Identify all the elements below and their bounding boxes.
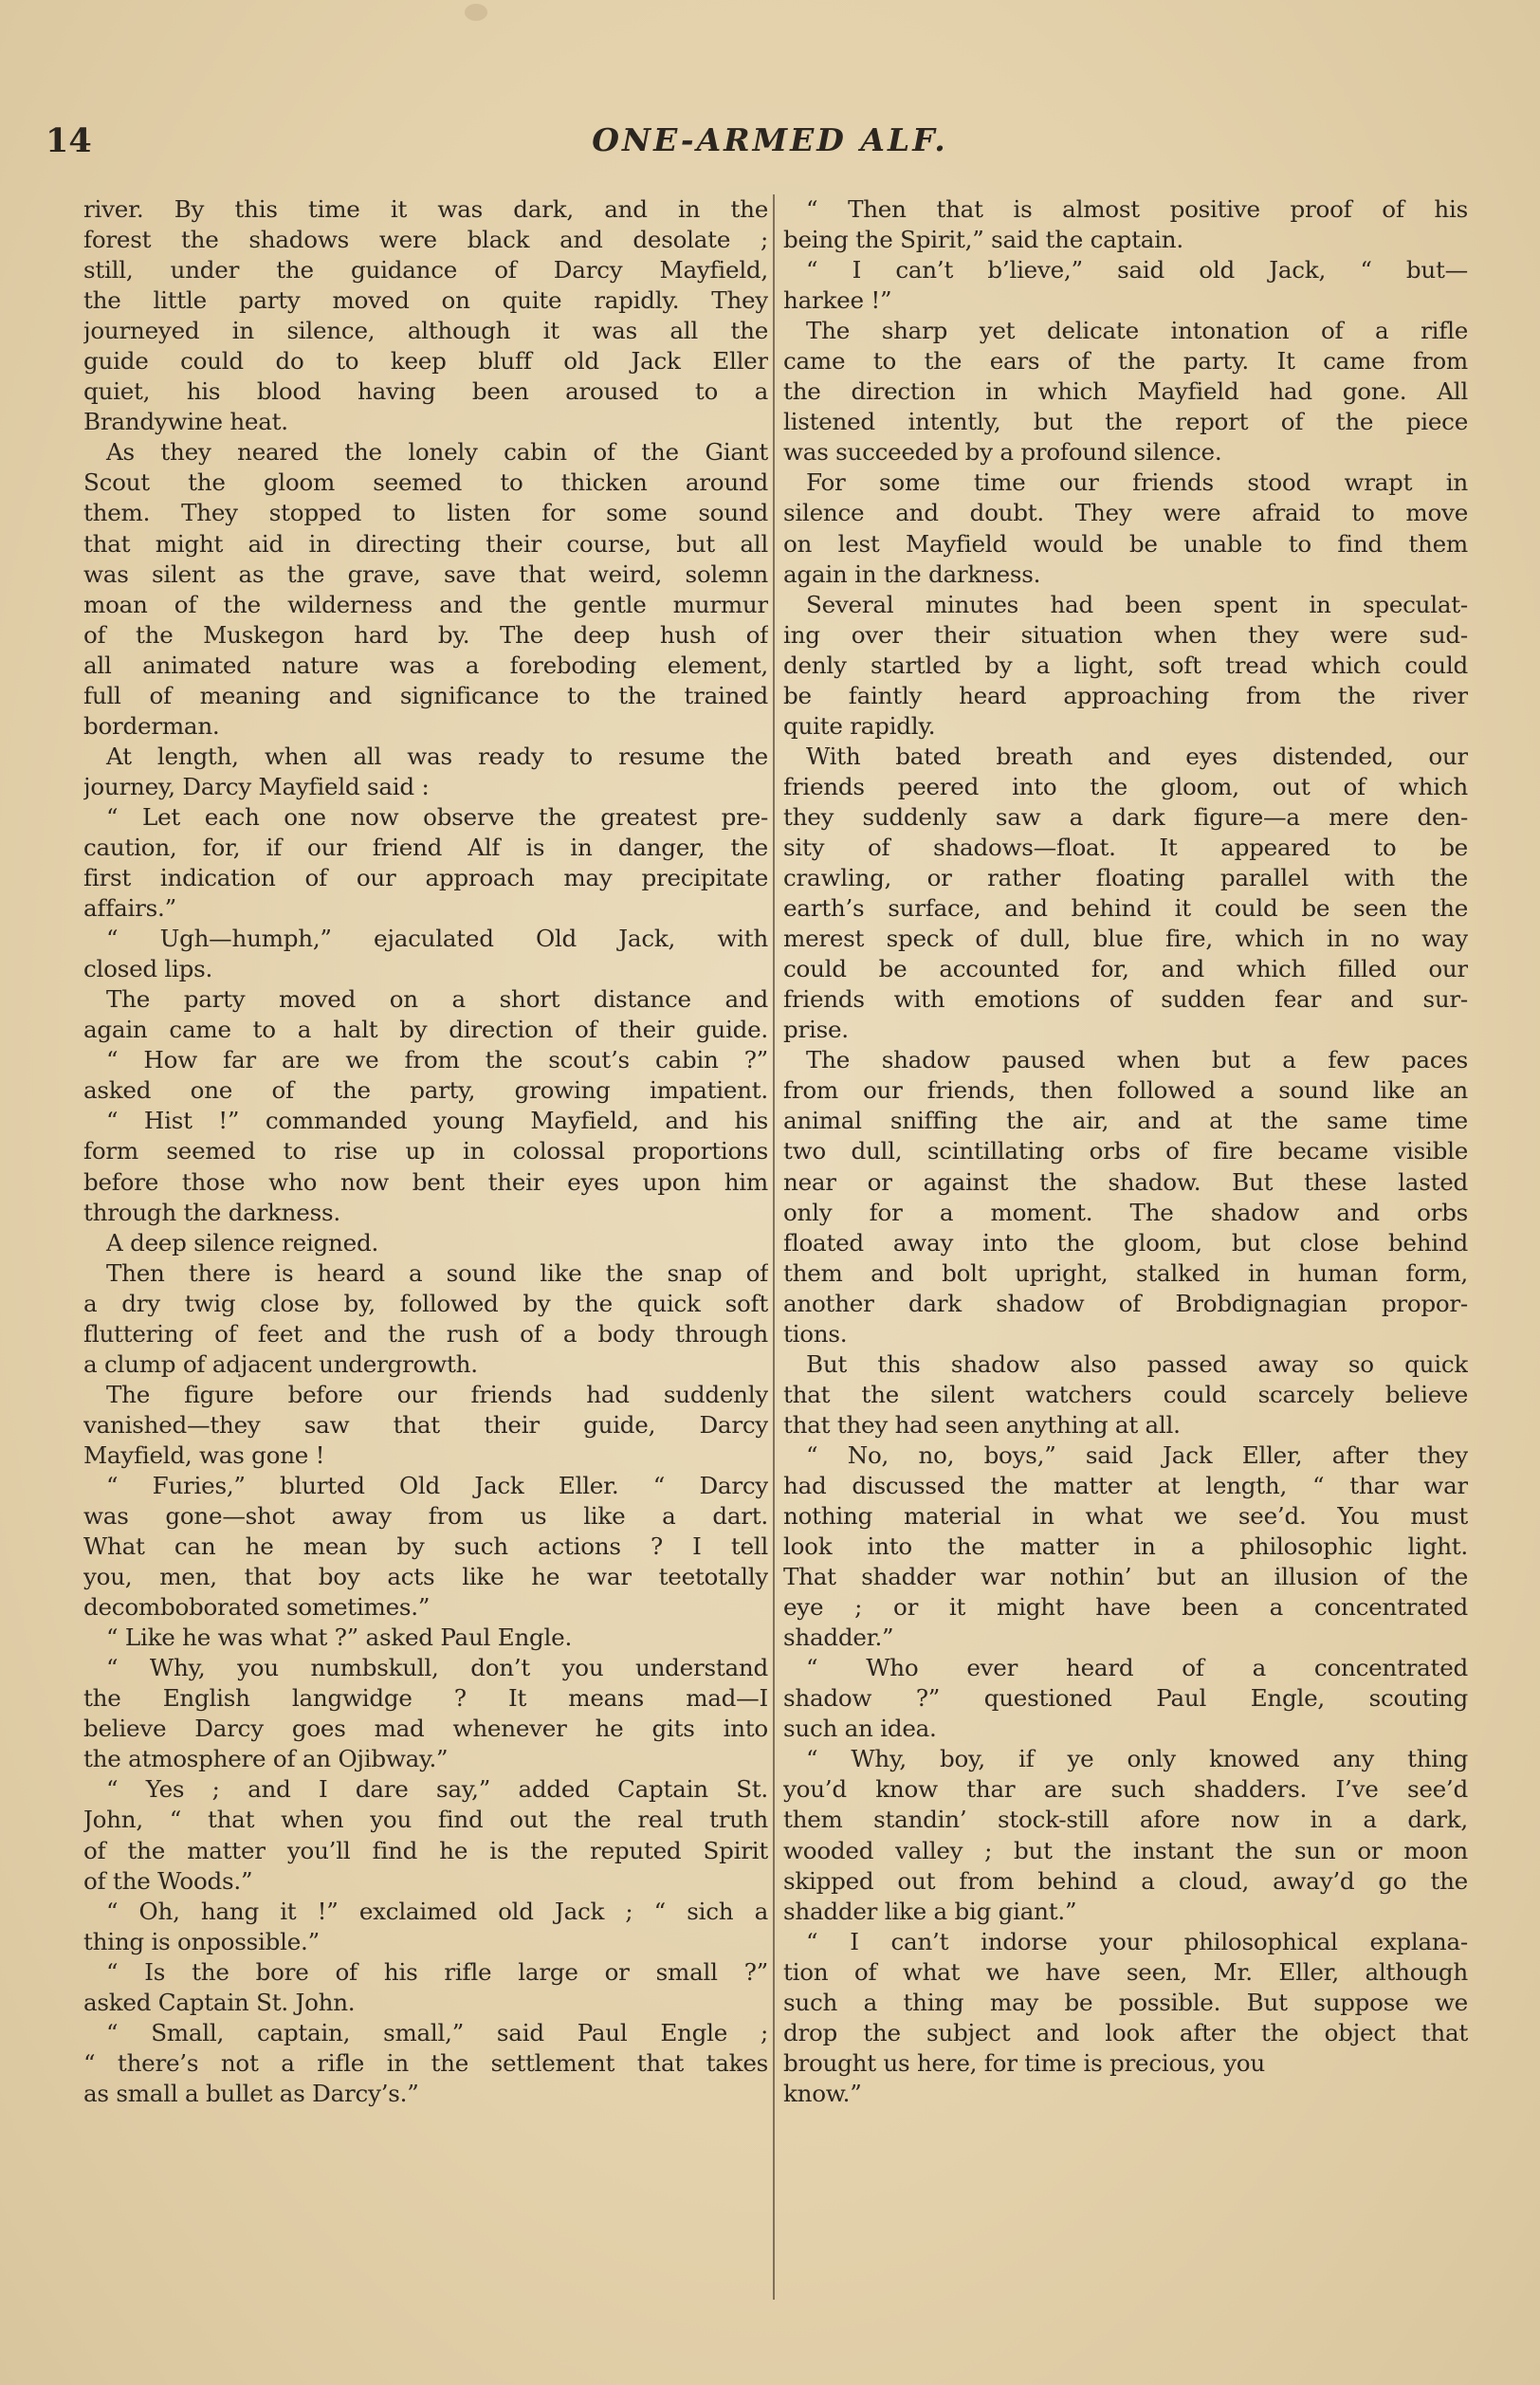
text-line: eye ; or it might have been a concentrated [783, 1593, 1468, 1622]
text-line: you’d know thar are such shadders. I’ve see’d [783, 1775, 1468, 1804]
text-line: again came to a halt by direction of their guide. [83, 1016, 768, 1044]
page-number: 14 [46, 121, 92, 160]
text-line: of the matter you’ll find he is the reputed Spirit [83, 1836, 768, 1864]
text-line: was silent as the grave, save that weird, solemn [83, 560, 768, 588]
text-line: could be accounted for, and which filled our [783, 955, 1468, 983]
text-line: “ Ugh—humph,” ejaculated Old Jack, with [106, 925, 768, 953]
text-line: With bated breath and eyes distended, our [806, 742, 1468, 770]
text-line: drop the subject and look after the object that [783, 2018, 1468, 2046]
text-line: that they had seen anything at all. [783, 1410, 1181, 1439]
text-line: thing is onpossible.” [83, 1927, 320, 1955]
text-line: asked one of the party, growing impatient. [83, 1076, 768, 1105]
text-line: the English langwidge ? It means mad—I [83, 1684, 768, 1713]
text-line: the atmosphere of an Ojibway.” [83, 1745, 449, 1773]
text-line: John, “ that when you find out the real truth [83, 1806, 768, 1834]
text-line: denly startled by a light, soft tread which could [783, 651, 1468, 679]
text-line: shadow ?” questioned Paul Engle, scouting [783, 1684, 1468, 1713]
text-line: “ Oh, hang it !” exclaimed old Jack ; “ sich a [106, 1897, 768, 1925]
text-line: The figure before our friends had suddenly [106, 1380, 768, 1408]
text-line: But this shadow also passed away so quick [806, 1349, 1468, 1378]
right-column [783, 194, 1468, 2109]
text-line: quite rapidly. [783, 711, 936, 740]
text-line: the little party moved on quite rapidly. They [83, 286, 768, 315]
text-line: Brandywine heat. [83, 408, 288, 436]
text-line: “ Furies,” blurted Old Jack Eller. “ Darcy [106, 1471, 768, 1499]
text-line: look into the matter in a philosophic light. [783, 1532, 1468, 1561]
text-line: “ Then that is almost positive proof of his [806, 195, 1468, 223]
text-line: journey, Darcy Mayfield said : [83, 772, 430, 800]
text-line: “ Like he was what ?” asked Paul Engle. [106, 1624, 573, 1652]
text-line: through the darkness. [83, 1198, 340, 1226]
text-line: that the silent watchers could scarcely believe [783, 1380, 1468, 1408]
text-line: Then there is heard a sound like the snap of [106, 1258, 768, 1287]
text-line: another dark shadow of Brobdignagian propor- [783, 1289, 1468, 1317]
text-line: wooded valley ; but the instant the sun or moon [783, 1836, 1468, 1864]
text-line: you, men, that boy acts like he war teetotally [83, 1563, 768, 1591]
text-line: was succeeded by a profound silence. [783, 438, 1222, 467]
text-line: such a thing may be possible. But suppose we [783, 1988, 1468, 2016]
text-line: before those who now bent their eyes upon him [83, 1167, 768, 1196]
text-line: “ I can’t b’lieve,” said old Jack, “ but— [806, 256, 1468, 284]
text-line: “ Why, you numbskull, don’t you understand [106, 1654, 768, 1682]
paper-stain [465, 4, 487, 21]
text-line: ing over their situation when they were sud- [783, 620, 1468, 649]
left-column [83, 194, 768, 2109]
text-line: as small a bullet as Darcy’s.” [83, 2079, 419, 2107]
text-line: forest the shadows were black and desolate ; [83, 226, 768, 254]
text-line: For some time our friends stood wrapt in [806, 468, 1468, 497]
text-line: them standin’ stock-still afore now in a dark, [783, 1806, 1468, 1834]
text-line: caution, for, if our friend Alf is in danger, the [83, 833, 768, 861]
text-line: a dry twig close by, followed by the quick soft [83, 1289, 768, 1317]
text-line: nothing material in what we see’d. You must [783, 1502, 1468, 1531]
text-line: had discussed the matter at length, “ thar war [783, 1471, 1468, 1499]
text-line: affairs.” [83, 894, 176, 923]
text-line: near or against the shadow. But these lasted [783, 1167, 1468, 1196]
text-line: “ Why, boy, if ye only knowed any thing [806, 1745, 1468, 1773]
text-line: merest speck of dull, blue fire, which in no way [783, 925, 1468, 953]
text-line: brought us here, for time is precious, you [783, 2048, 1265, 2077]
running-title: ONE-ARMED ALF. [592, 121, 948, 158]
text-line: The party moved on a short distance and [106, 985, 768, 1014]
text-line: tion of what we have seen, Mr. Eller, although [783, 1957, 1468, 1986]
text-line: such an idea. [783, 1715, 937, 1743]
text-line: “ How far are we from the scout’s cabin ?” [106, 1046, 768, 1074]
text-line: The sharp yet delicate intonation of a rifle [806, 317, 1468, 345]
text-line: moan of the wilderness and the gentle murmur [83, 590, 768, 618]
text-line: The shadow paused when but a few paces [806, 1046, 1468, 1074]
text-line: crawling, or rather floating parallel with the [783, 864, 1468, 892]
text-line: sity of shadows—float. It appeared to be [783, 833, 1468, 861]
text-line: “ I can’t indorse your philosophical explana- [806, 1927, 1468, 1955]
text-line: know.” [783, 2079, 862, 2107]
text-line: journeyed in silence, although it was all the [83, 317, 768, 345]
text-line: Scout the gloom seemed to thicken around [83, 468, 768, 497]
text-line: was gone—shot away from us like a dart. [83, 1502, 768, 1531]
text-line: that might aid in directing their course, but all [83, 529, 768, 558]
text-line: river. By this time it was dark, and in the [83, 195, 768, 223]
text-line: quiet, his blood having been aroused to a [83, 377, 768, 406]
text-line: of the Woods.” [83, 1866, 253, 1895]
text-line: them and bolt upright, stalked in human form, [783, 1258, 1468, 1287]
text-line: be faintly heard approaching from the river [783, 681, 1468, 709]
text-line: on lest Mayfield would be unable to find them [783, 529, 1468, 558]
text-line: “ there’s not a rifle in the settlement that takes [83, 2048, 768, 2077]
text-line: “ No, no, boys,” said Jack Eller, after they [806, 1440, 1468, 1469]
text-line: shadder.” [783, 1624, 894, 1652]
text-line: full of meaning and significance to the trained [83, 681, 768, 709]
text-line: prise. [783, 1016, 849, 1044]
text-line: floated away into the gloom, but close behind [783, 1228, 1468, 1257]
text-line: only for a moment. The shadow and orbs [783, 1198, 1468, 1226]
text-line: the direction in which Mayfield had gone. All [783, 377, 1468, 406]
text-line: “ Small, captain, small,” said Paul Engle ; [106, 2018, 768, 2046]
text-line: guide could do to keep bluff old Jack Eller [83, 347, 768, 376]
text-line: “ Let each one now observe the greatest pre- [106, 802, 768, 831]
column-divider [773, 194, 775, 2300]
text-line: “ Is the bore of his rifle large or small ?” [106, 1957, 768, 1986]
text-line: asked Captain St. John. [83, 1988, 356, 2016]
text-line: silence and doubt. They were afraid to move [783, 499, 1468, 527]
text-line: a clump of adjacent undergrowth. [83, 1349, 478, 1378]
text-line: What can he mean by such actions ? I tell [83, 1532, 768, 1561]
text-line: all animated nature was a foreboding element, [83, 651, 768, 679]
text-line: friends with emotions of sudden fear and sur- [783, 985, 1468, 1014]
text-line: form seemed to rise up in colossal proportions [83, 1137, 768, 1165]
text-line: believe Darcy goes mad whenever he gits into [83, 1715, 768, 1743]
text-line: closed lips. [83, 955, 213, 983]
text-line: again in the darkness. [783, 560, 1041, 588]
text-line: tions. [783, 1319, 848, 1348]
text-line: Mayfield, was gone ! [83, 1440, 325, 1469]
text-line: “ Yes ; and I dare say,” added Captain St. [106, 1775, 768, 1804]
text-line: friends peered into the gloom, out of which [783, 772, 1468, 800]
text-line: Several minutes had been spent in speculat- [806, 590, 1468, 618]
text-line: still, under the guidance of Darcy Mayfield, [83, 256, 768, 284]
text-line: came to the ears of the party. It came from [783, 347, 1468, 376]
text-line: harkee !” [783, 286, 892, 315]
text-line: borderman. [83, 711, 220, 740]
text-line: At length, when all was ready to resume the [106, 742, 768, 770]
text-line: fluttering of feet and the rush of a body through [83, 1319, 768, 1348]
text-line: “ Hist !” commanded young Mayfield, and his [106, 1107, 768, 1135]
text-line: earth’s surface, and behind it could be seen the [783, 894, 1468, 923]
text-line: skipped out from behind a cloud, away’d go the [783, 1866, 1468, 1895]
text-line: That shadder war nothin’ but an illusion of the [783, 1563, 1468, 1591]
text-line: animal sniffing the air, and at the same time [783, 1107, 1468, 1135]
text-line: them. They stopped to listen for some sound [83, 499, 768, 527]
text-line: listened intently, but the report of the piece [783, 408, 1468, 436]
page-header [0, 121, 1540, 178]
text-line: first indication of our approach may precipitate [83, 864, 768, 892]
text-line: they suddenly saw a dark figure—a mere den- [783, 802, 1468, 831]
text-line: As they neared the lonely cabin of the Giant [106, 438, 768, 467]
text-line: vanished—they saw that their guide, Darcy [83, 1410, 768, 1439]
text-line: from our friends, then followed a sound like an [783, 1076, 1468, 1105]
text-line: being the Spirit,” said the captain. [783, 226, 1183, 254]
text-line: A deep silence reigned. [106, 1228, 379, 1257]
text-line: decomboborated sometimes.” [83, 1593, 431, 1622]
text-line: two dull, scintillating orbs of fire became visible [783, 1137, 1468, 1165]
text-line: of the Muskegon hard by. The deep hush of [83, 620, 768, 649]
text-line: “ Who ever heard of a concentrated [806, 1654, 1468, 1682]
text-line: shadder like a big giant.” [783, 1897, 1077, 1925]
